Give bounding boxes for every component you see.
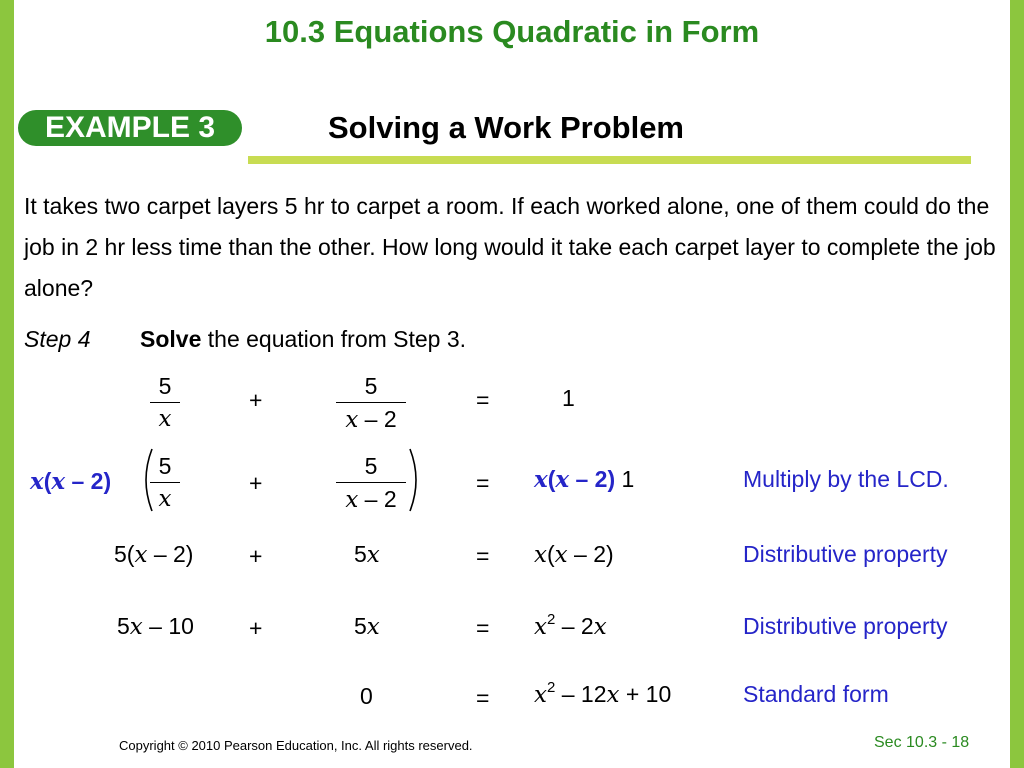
row1-fraction-2 (336, 372, 406, 434)
row2-lcd: x(x – 2) (30, 468, 112, 495)
row2-plus: + (249, 470, 263, 496)
fraction-bar (150, 402, 180, 403)
row2-fraction-2 (336, 452, 406, 514)
row2-rhs: x(x – 2) 1 (534, 466, 635, 493)
row2-frac2-num: 5 (364, 453, 378, 479)
problem-text: It takes two carpet layers 5 hr to carpet a room. If each worked alone, one of them could do the job in 2 hr less time than the other. How long would it take each carpet layer to complete the job alone? (24, 193, 996, 301)
row1-frac2-den: x – 2 (345, 406, 397, 433)
row4-plus: + (249, 615, 263, 641)
fraction-bar (336, 482, 406, 483)
row2-rhs-lcd: x(x – 2) (534, 466, 616, 493)
fraction-bar (336, 402, 406, 403)
row5-rhs: $x^2 - 12x + 10$ (534, 679, 672, 708)
row3-mid: 5x (354, 541, 380, 568)
row5-note: Standard form (743, 681, 889, 707)
row2-frac1-num: 5 (158, 453, 172, 479)
row4-rhs: $x^2 - 2x$ (534, 611, 607, 640)
fraction-bar (150, 482, 180, 483)
example-title: Solving a Work Problem (328, 110, 685, 145)
right-parenthesis (404, 447, 426, 513)
row1-frac2-num: 5 (364, 373, 378, 399)
example-badge-label: EXAMPLE 3 (44, 111, 216, 144)
row4-equals: = (476, 615, 490, 641)
row3-equals: = (476, 543, 490, 569)
row2-frac2-den: x – 2 (345, 486, 397, 513)
right-edge-bar (1010, 0, 1024, 768)
row4-note: Distributive property (743, 613, 948, 639)
title-underline (248, 156, 971, 164)
row2-frac1-den: x (158, 486, 172, 512)
row3-note: Distributive property (743, 541, 948, 567)
row2-fraction-1 (150, 452, 180, 513)
slide-title: 10.3 Equations Quadratic in Form (264, 14, 760, 49)
row4-mid: 5x (354, 613, 380, 640)
section-number: Sec 10.3 - 18 (874, 734, 970, 751)
row1-equals: = (476, 387, 490, 413)
row3-lhs: 5(x – 2) (114, 541, 194, 568)
row1-plus: + (249, 387, 263, 413)
row1-frac1-den: x (158, 406, 172, 432)
row3-plus: + (249, 543, 263, 569)
step-bold: Solve (140, 326, 202, 352)
row1-frac1-num: 5 (158, 373, 172, 399)
step-text: the equation from Step 3. (201, 326, 467, 352)
step-line (24, 326, 466, 353)
row1-fraction-1 (150, 372, 180, 433)
row2-equals: = (476, 470, 490, 496)
row5-equals: = (476, 685, 490, 711)
copyright-footer: Copyright © 2010 Pearson Education, Inc. All rights reserved. (119, 738, 473, 753)
left-edge-bar (0, 0, 14, 768)
row3-rhs: x(x – 2) (534, 541, 614, 568)
row5-lhs: 0 (360, 683, 373, 709)
step-label: Step 4 (24, 326, 91, 352)
row2-note: Multiply by the LCD. (743, 466, 949, 492)
row4-lhs: 5x – 10 (117, 613, 194, 640)
row1-rhs: 1 (562, 385, 575, 411)
